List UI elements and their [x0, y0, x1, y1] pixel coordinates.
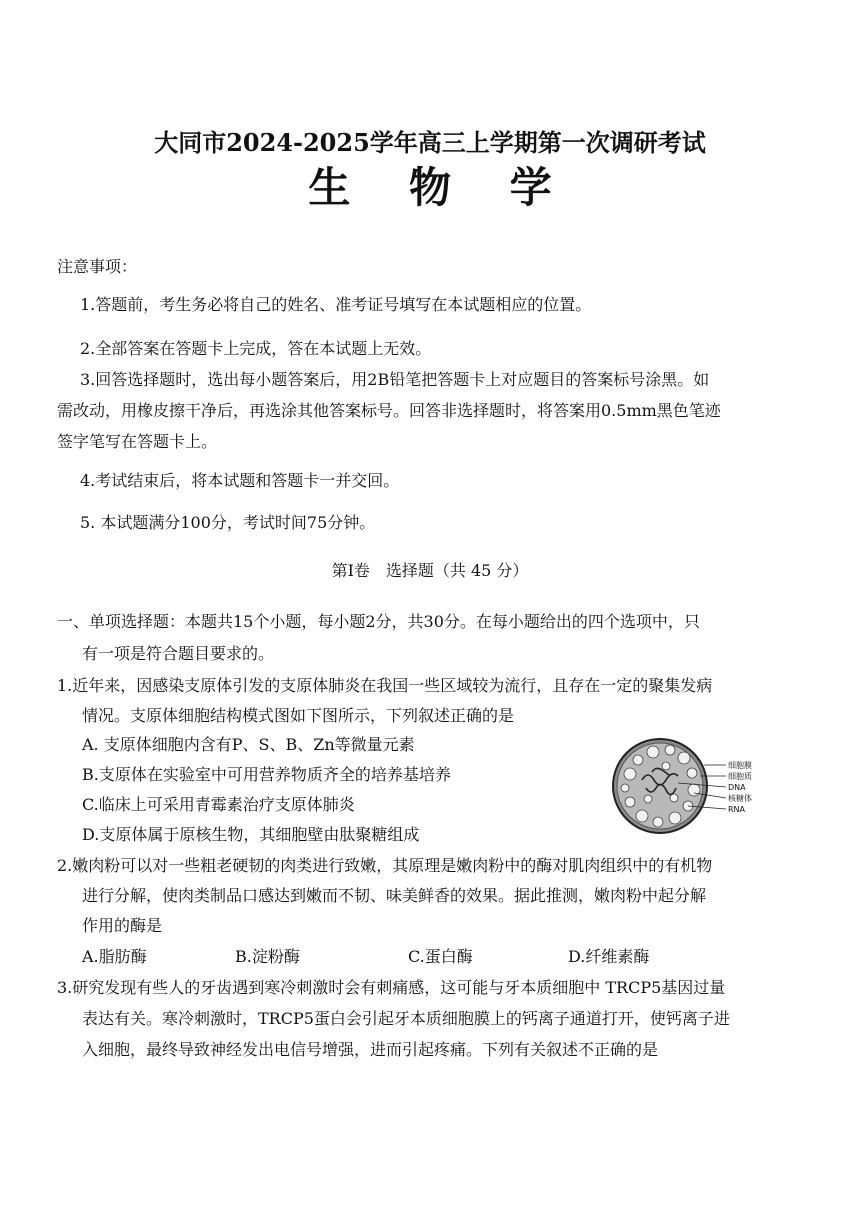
question-2-option-a: A.脂肪酶 — [82, 947, 147, 966]
question-2-option-b: B.淀粉酶 — [235, 947, 300, 966]
question-2-option-d: D.纤维素酶 — [568, 947, 650, 966]
notice-item-3: 3.回答选择题时，选出每小题答案后，用2B铅笔把答题卡上对应题目的答案标号涂黑。如 — [80, 370, 710, 389]
question-1-stem-line-1: 1.近年来，因感染支原体引发的支原体肺炎在我国一些区域较为流行，且存在一定的聚集发病 — [57, 676, 713, 695]
question-2-stem-line-1: 2.嫩肉粉可以对一些粗老硬韧的肉类进行致嫩，其原理是嫩肉粉中的酶对肌肉组织中的有机物 — [57, 856, 713, 875]
notice-item-1: 1.答题前，考生务必将自己的姓名、准考证号填写在本试题相应的位置。 — [80, 295, 592, 314]
question-3-stem-line-3: 入细胞，最终导致神经发出电信号增强，进而引起疼痛。下列有关叙述不正确的是 — [82, 1040, 659, 1059]
question-2-option-c: C.蛋白酶 — [408, 947, 473, 966]
notice-item-3-cont-1: 需改动，用橡皮擦干净后，再选涂其他答案标号。回答非选择题时，将答案用0.5mm黑色笔迹 — [57, 401, 721, 420]
question-1-option-a: A. 支原体细胞内含有P、S、B、Zn等微量元素 — [82, 735, 415, 754]
page-title: 大同市2024-2025学年高三上学期第一次调研考试 — [154, 128, 706, 157]
question-1-option-c: C.临床上可采用青霉素治疗支原体肺炎 — [82, 795, 355, 814]
notice-item-4: 4.考试结束后，将本试题和答题卡一并交回。 — [80, 471, 400, 490]
question-1-option-b: B.支原体在实验室中可用营养物质齐全的培养基培养 — [82, 765, 451, 784]
question-3-stem-line-1: 3.研究发现有些人的牙齿遇到寒冷刺激时会有刺痛感，这可能与牙本质细胞中 TRCP5基因过量 — [57, 978, 726, 997]
question-3-stem-line-2: 表达有关。寒冷刺激时，TRCP5蛋白会引起牙本质细胞膜上的钙离子通道打开，使钙离子进 — [82, 1009, 730, 1028]
label-cell-membrane: 细胞膜 — [728, 761, 752, 770]
question-1-stem-line-2: 情况。支原体细胞结构模式图如下图所示，下列叙述正确的是 — [82, 706, 515, 725]
part-instruction-line-1: 一、单项选择题：本题共15个小题，每小题2分，共30分。在每小题给出的四个选项中，只 — [57, 612, 700, 631]
section-title: 第Ⅰ卷 选择题（共 45 分） — [331, 561, 529, 580]
subject-title: 生 物 学 — [308, 163, 574, 212]
notice-item-5: 5. 本试题满分100分，考试时间75分钟。 — [80, 513, 376, 532]
label-rna: RNA — [728, 805, 746, 814]
mycoplasma-cell-diagram — [608, 736, 768, 838]
notice-item-2: 2.全部答案在答题卡上完成，答在本试题上无效。 — [80, 339, 432, 358]
label-dna: DNA — [728, 783, 746, 792]
question-1-option-d: D.支原体属于原核生物，其细胞壁由肽聚糖组成 — [82, 825, 420, 844]
label-cytoplasm: 细胞质 — [728, 772, 752, 781]
question-2-stem-line-2: 进行分解，使肉类制品口感达到嫩而不韧、味美鲜香的效果。据此推测，嫩肉粉中起分解 — [82, 886, 707, 905]
part-instruction-line-2: 有一项是符合题目要求的。 — [82, 644, 275, 663]
notice-item-3-cont-2: 签字笔写在答题卡上。 — [57, 432, 218, 451]
question-2-stem-line-3: 作用的酶是 — [82, 916, 163, 935]
notice-heading: 注意事项： — [57, 257, 138, 276]
label-ribosome: 核糖体 — [728, 794, 752, 803]
